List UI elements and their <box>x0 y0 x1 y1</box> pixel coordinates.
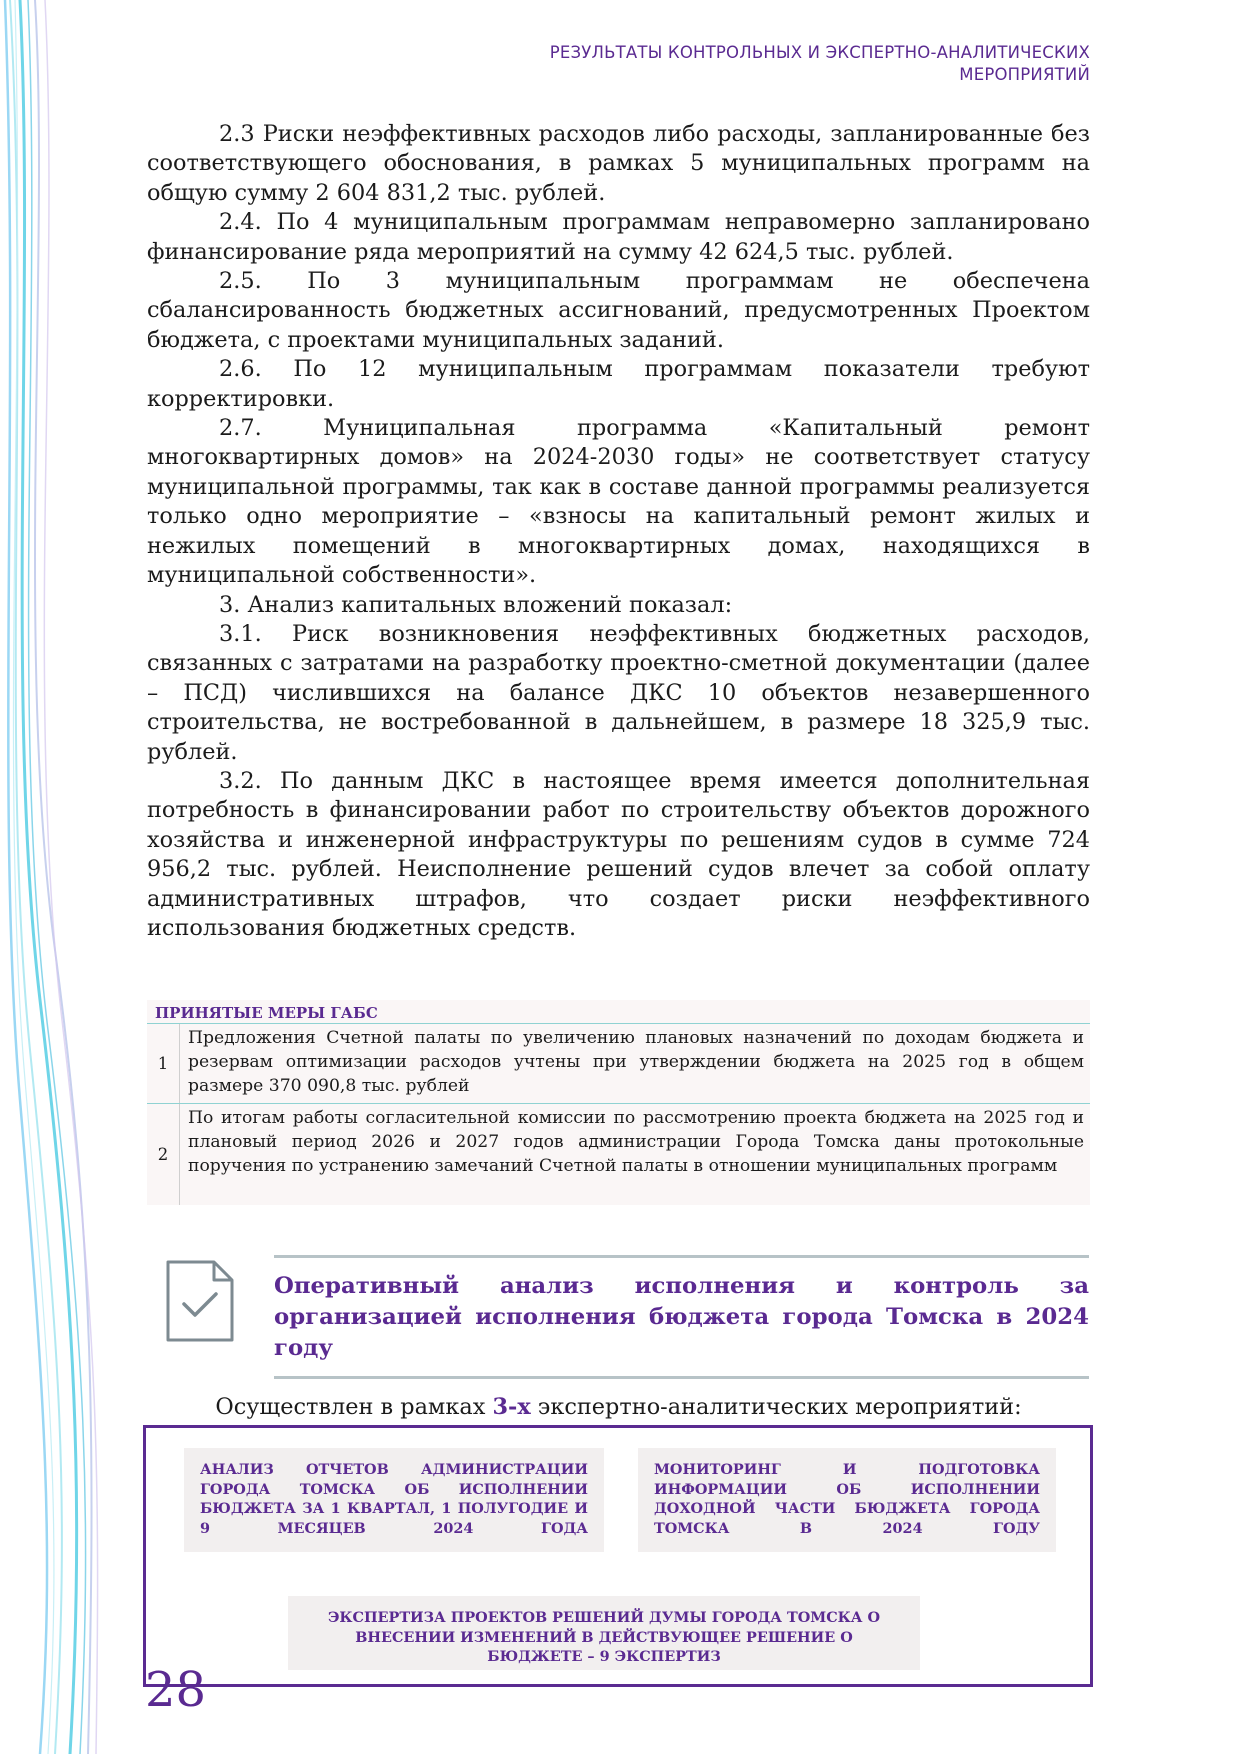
measure-text: По итогам работы согласительной комиссии по рассмотрению проекта бюджета на 2025 год и плановый период 2026 и 2027 годов администрации Города Томска даны протокольные поручения по устранению замечаний Счетной палаты в отношении муниципальных программ <box>188 1108 1084 1176</box>
section-title: Оперативный анализ исполнения и контроль за организацией исполнения бюджета города Томска в 2024 году <box>274 1273 1089 1361</box>
measure-number: 2 <box>147 1104 180 1205</box>
paragraph-2-6: 2.6. По 12 муниципальным программам показатели требуют корректировки. <box>147 356 1090 412</box>
measure-row <box>147 1023 1090 1103</box>
measures-title: ПРИНЯТЫЕ МЕРЫ ГАБС <box>155 1004 378 1022</box>
paragraph-2-4: 2.4. По 4 муниципальным программам неправомерно запланировано финансирование ряда мероприятий на сумму 42 624,5 тыс. рублей. <box>147 209 1090 265</box>
activity-box: АНАЛИЗ ОТЧЕТОВ АДМИНИСТРАЦИИ ГОРОДА ТОМСКА ОБ ИСПОЛНЕНИИ БЮДЖЕТА ЗА 1 КВАРТАЛ, 1 ПОЛУГОДИЕ И 9 МЕСЯЦЕВ 2024 ГОДА <box>184 1448 604 1552</box>
intro-highlight: 3-х <box>492 1394 531 1420</box>
activity-box: ЭКСПЕРТИЗА ПРОЕКТОВ РЕШЕНИЙ ДУМЫ ГОРОДА ТОМСКА О ВНЕСЕНИИ ИЗМЕНЕНИЙ В ДЕЙСТВУЮЩЕЕ РЕШЕНИЕ О БЮДЖЕТЕ – 9 ЭКСПЕРТИЗ <box>288 1596 920 1670</box>
page-header <box>390 42 1090 86</box>
header-line-2: МЕРОПРИЯТИЙ <box>959 65 1090 84</box>
page-number: 28 <box>145 1662 207 1718</box>
paragraph-2-7: 2.7. Муниципальная программа «Капитальный ремонт многоквартирных домов» на 2024-2030 годы» не соответствует статусу муниципальной программы, так как в составе данной программы реализуется только одно мероприятие – «взносы на капитальный ремонт жилых и нежилых помещений в многоквартирных домах, находящихся в муниципальной собственности». <box>147 415 1090 589</box>
paragraph-3-1: 3.1. Риск возникновения неэффективных бюджетных расходов, связанных с затратами на разработку проектно-сметной документации (далее – ПСД) числившихся на балансе ДКС 10 объектов незавершенного строительства, не востребованной в дальнейшем, в размере 18 325,9 тыс. рублей. <box>147 620 1090 765</box>
measure-row <box>147 1103 1090 1205</box>
decorative-wave-lines <box>0 0 120 1754</box>
document-check-icon <box>164 1258 236 1344</box>
paragraph-2-5: 2.5. По 3 муниципальным программам не обеспечена сбалансированность бюджетных ассигнований, предусмотренных Проектом бюджета, с проектами муниципальных заданий. <box>147 268 1090 353</box>
paragraph-3: 3. Анализ капитальных вложений показал: <box>219 591 733 618</box>
measures-table <box>147 1000 1090 1205</box>
paragraph-3-2: 3.2. По данным ДКС в настоящее время имеется дополнительная потребность в финансировании работ по строительству объектов дорожного хозяйства и инженерной инфраструктуры по решениям судов в сумме 724 956,2 тыс. рублей. Неисполнение решений судов влечет за собой оплату административных штрафов, что создает риски неэффективного использования бюджетных средств. <box>147 767 1090 941</box>
activities-frame <box>143 1425 1093 1687</box>
header-line-1: РЕЗУЛЬТАТЫ КОНТРОЛЬНЫХ И ЭКСПЕРТНО-АНАЛИТИЧЕСКИХ <box>549 43 1090 62</box>
activity-box: МОНИТОРИНГ И ПОДГОТОВКА ИНФОРМАЦИИ ОБ ИСПОЛНЕНИИ ДОХОДНОЙ ЧАСТИ БЮДЖЕТА ГОРОДА ТОМСКА В 2024 ГОДУ <box>638 1448 1056 1552</box>
measure-text: Предложения Счетной палаты по увеличению плановых назначений по доходам бюджета и резервам оптимизации расходов учтены при утверждении бюджета на 2025 год в общем размере 370 090,8 тыс. рублей <box>188 1028 1084 1096</box>
intro-line <box>147 1393 1090 1422</box>
intro-prefix: Осуществлен в рамках <box>215 1394 493 1420</box>
measure-number: 1 <box>147 1024 180 1103</box>
body-text <box>147 120 1090 943</box>
paragraph-2-3: 2.3 Риски неэффективных расходов либо расходы, запланированные без соответствующего обоснования, в рамках 5 муниципальных программ на общую сумму 2 604 831,2 тыс. рублей. <box>147 121 1090 206</box>
intro-suffix: экспертно-аналитических мероприятий: <box>530 1394 1022 1420</box>
section-title-block <box>274 1255 1089 1379</box>
